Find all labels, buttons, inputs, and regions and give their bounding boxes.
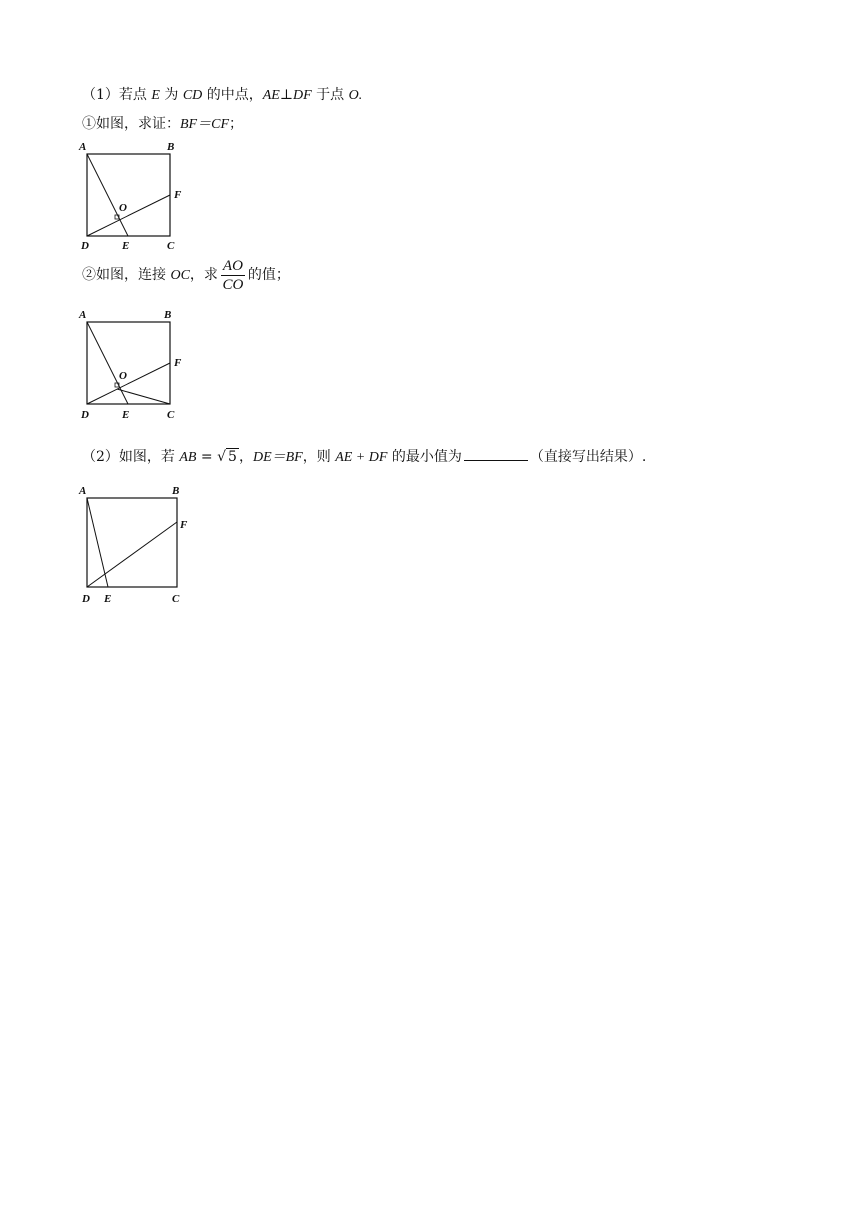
q1b-text-find: ，求 [189,267,218,283]
segment-df [87,363,170,404]
label-d: D [81,409,89,421]
q1-prefix: （1）若点 [82,87,147,103]
q1-segment-cd: CD [182,88,203,103]
question-1a-text [82,114,243,135]
label-d: D [82,593,90,605]
sqrt-value: 5 [228,449,237,465]
figure-1 [78,140,198,255]
fraction-numerator: AO [222,257,243,274]
q1-text-at-point: 于点 [316,87,345,103]
label-o: O [119,370,127,382]
label-e: E [104,593,112,605]
label-d: D [81,240,89,252]
label-c: C [172,593,180,605]
label-c: C [167,409,175,421]
q1-point-e: E [151,88,160,103]
q1b-prefix: ②如图，连接 [82,267,166,283]
label-o: O [119,202,127,214]
figure-3 [78,480,198,610]
label-b: B [167,141,175,153]
label-b: B [164,309,172,321]
label-f: F [174,189,182,201]
q2-comma: ， [238,449,253,465]
q1a-suffix: ； [229,116,243,132]
label-c: C [167,240,175,252]
label-f: F [180,519,188,531]
label-f: F [174,357,182,369]
sqrt-sign: √ [217,449,227,465]
q2-prefix: （2）如图，若 [82,449,175,465]
q1a-equation: BF＝CF [180,117,229,132]
q1-text-wei: 为 [164,87,179,103]
figure-2 [78,308,198,423]
label-a: A [79,485,87,497]
segment-ae [87,322,128,404]
q2-segment-ab: AB [179,450,197,465]
fraction-denominator: CO [222,276,244,293]
label-e: E [122,240,130,252]
q2-condition: DE＝BF [252,450,303,465]
segment-df [87,195,170,236]
label-e: E [122,409,130,421]
fraction-ao-co [221,257,245,294]
q2-suffix: （直接写出结果）. [529,449,647,465]
q1-point-o: O. [348,88,363,103]
answer-blank[interactable] [464,446,528,461]
label-a: A [79,309,87,321]
q2-then: ，则 [302,449,331,465]
segment-ae [87,154,128,236]
square [87,322,170,404]
q2-min-value-text: 的最小值为 [391,449,462,465]
square [87,498,177,587]
square [87,154,170,236]
q1-text-midpoint: 的中点， [206,87,263,103]
q2-expression: AE + DF [335,450,388,465]
q1b-segment-oc: OC [170,268,190,283]
q1-perp-relation: AE⊥DF [262,88,312,103]
q2-equals: = [196,449,218,465]
segment-oc [117,389,170,404]
q1a-prefix: ①如图，求证： [82,116,180,132]
label-a: A [79,141,87,153]
question-1-text [82,85,362,106]
question-1b-text [82,255,290,296]
question-2-text [82,446,646,468]
q1b-suffix: 的值； [247,267,290,283]
label-b: B [172,485,180,497]
